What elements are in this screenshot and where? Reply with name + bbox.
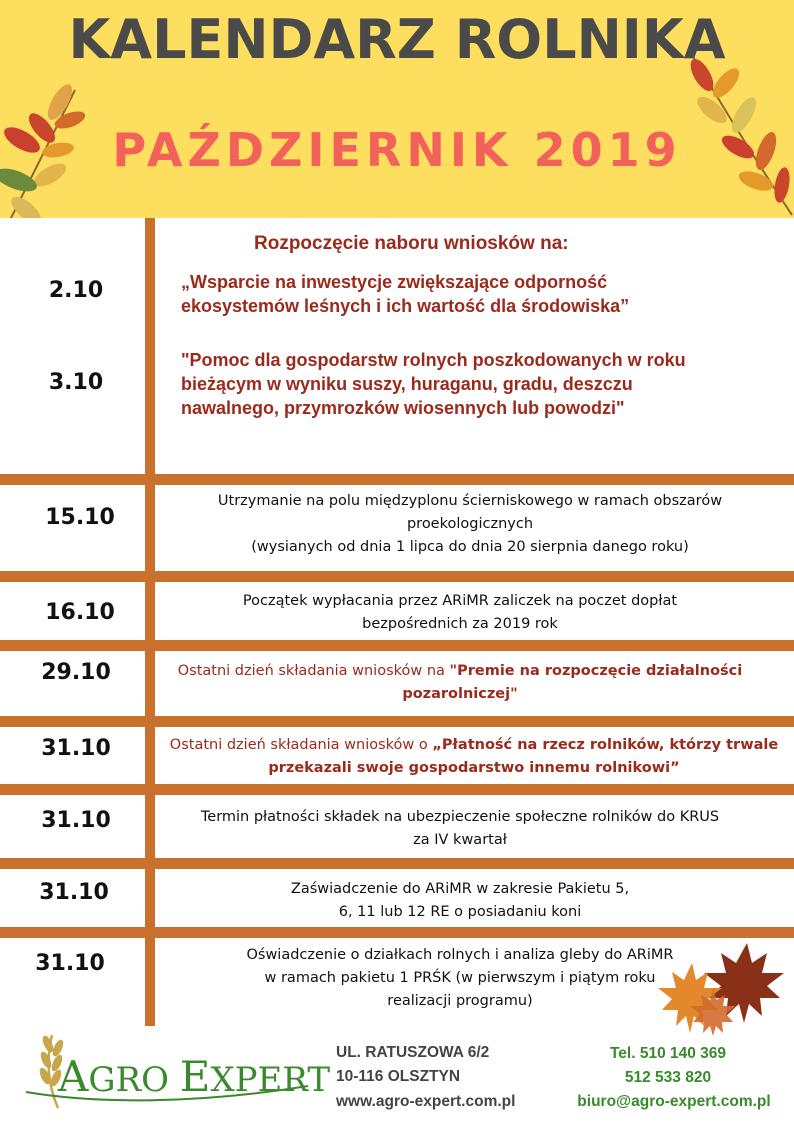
phone-primary[interactable]: Tel. 510 140 369 <box>609 1045 727 1062</box>
logo-initial: A <box>58 1052 89 1101</box>
event-line: proekologicznych <box>406 516 534 532</box>
timeline-divider <box>0 784 794 795</box>
event-line: w ramach pakietu 1 PRŚK (w pierwszym i piątym roku <box>264 970 656 986</box>
event-date: 29.10 <box>41 660 111 685</box>
timeline-divider <box>0 716 794 727</box>
event-line: „Wsparcie na inwestycje zwiększające odporność <box>181 272 608 292</box>
event-line: 6, 11 lub 12 RE o posiadaniu koni <box>338 904 582 920</box>
event-date: 3.10 <box>48 370 104 395</box>
email-link[interactable]: biuro@agro-expert.com.pl <box>577 1093 771 1110</box>
event-highlight: "Premie na rozpoczęcie działalności <box>449 663 743 679</box>
address-street: UL. RATUSZOWA 6/2 <box>336 1044 490 1061</box>
timeline-vertical-line <box>145 218 155 1026</box>
event-prefix: Ostatni dzień składania wniosków na <box>177 663 450 679</box>
page-title: KALENDARZ ROLNIKA <box>68 8 726 71</box>
event-line: bezpośrednich za 2019 rok <box>362 616 558 632</box>
address-city: 10-116 OLSZTYN <box>336 1068 461 1085</box>
timeline-divider <box>0 927 794 938</box>
logo-word: GRO <box>88 1060 180 1100</box>
event-line <box>160 734 788 757</box>
event-description <box>160 590 760 636</box>
event-description <box>160 806 760 852</box>
maple-leaves-icon <box>652 938 792 1036</box>
event-line: realizacji programu) <box>387 993 533 1009</box>
event-description <box>160 490 780 559</box>
website-link[interactable]: www.agro-expert.com.pl <box>336 1093 516 1110</box>
timeline-divider <box>0 474 794 485</box>
event-line: nawalnego, przymrozków wiosennych lub powodzi" <box>181 398 625 418</box>
logo-word: XPERT <box>210 1060 331 1100</box>
event-prefix: Ostatni dzień składania wniosków o <box>169 737 433 753</box>
timeline-divider <box>0 640 794 651</box>
event-line: "Pomoc dla gospodarstw rolnych poszkodowanych w roku <box>181 350 686 370</box>
event-line: bieżącym w wyniku suszy, huraganu, gradu, deszczu <box>181 374 633 394</box>
event-date: 16.10 <box>45 600 115 625</box>
timeline-divider <box>0 571 794 582</box>
event-date: 31.10 <box>41 808 111 833</box>
event-line: przekazali swoje gospodarstwo innemu rolnikowi” <box>268 760 680 776</box>
event-date: 31.10 <box>39 880 109 905</box>
event-line: Początek wypłacania przez ARiMR zaliczek na poczet dopłat <box>242 593 678 609</box>
event-date: 2.10 <box>48 278 104 303</box>
event-line: (wysianych od dnia 1 lipca do dnia 20 sierpnia danego roku) <box>251 539 689 555</box>
event-line: Zaświadczenie do ARiMR w zakresie Pakietu 5, <box>290 881 630 897</box>
event-line: Utrzymanie na polu międzyplonu ścierniskowego w ramach obszarów <box>217 493 723 509</box>
event-date: 15.10 <box>45 505 115 530</box>
timeline-divider <box>0 858 794 869</box>
phone-secondary[interactable]: 512 533 820 <box>624 1069 712 1086</box>
event-line: ekosystemów leśnych i ich wartość dla środowiska” <box>181 296 630 316</box>
page-subtitle: PAŹDZIERNIK 2019 <box>112 123 682 177</box>
event-line <box>160 660 760 683</box>
event-line: pozarolniczej" <box>402 686 518 702</box>
logo-initial: E <box>179 1052 211 1101</box>
event-description <box>160 734 788 780</box>
event-line: za IV kwartał <box>413 832 507 848</box>
event-highlight: „Płatność na rzecz rolników, którzy trwale <box>432 737 779 753</box>
section-intro: Rozpoczęcie naboru wniosków na: <box>254 233 569 254</box>
event-date: 31.10 <box>35 951 105 976</box>
event-line: Termin płatności składek na ubezpieczenie społeczne rolników do KRUS <box>200 809 720 825</box>
event-description <box>160 878 760 924</box>
event-date: 31.10 <box>41 736 111 761</box>
header-banner <box>0 0 794 218</box>
event-description <box>181 348 686 420</box>
event-description <box>160 660 760 706</box>
event-line: Oświadczenie o działkach rolnych i analiza gleby do ARiMR <box>246 947 674 963</box>
event-description <box>181 270 629 318</box>
company-logo-text <box>58 1052 330 1101</box>
